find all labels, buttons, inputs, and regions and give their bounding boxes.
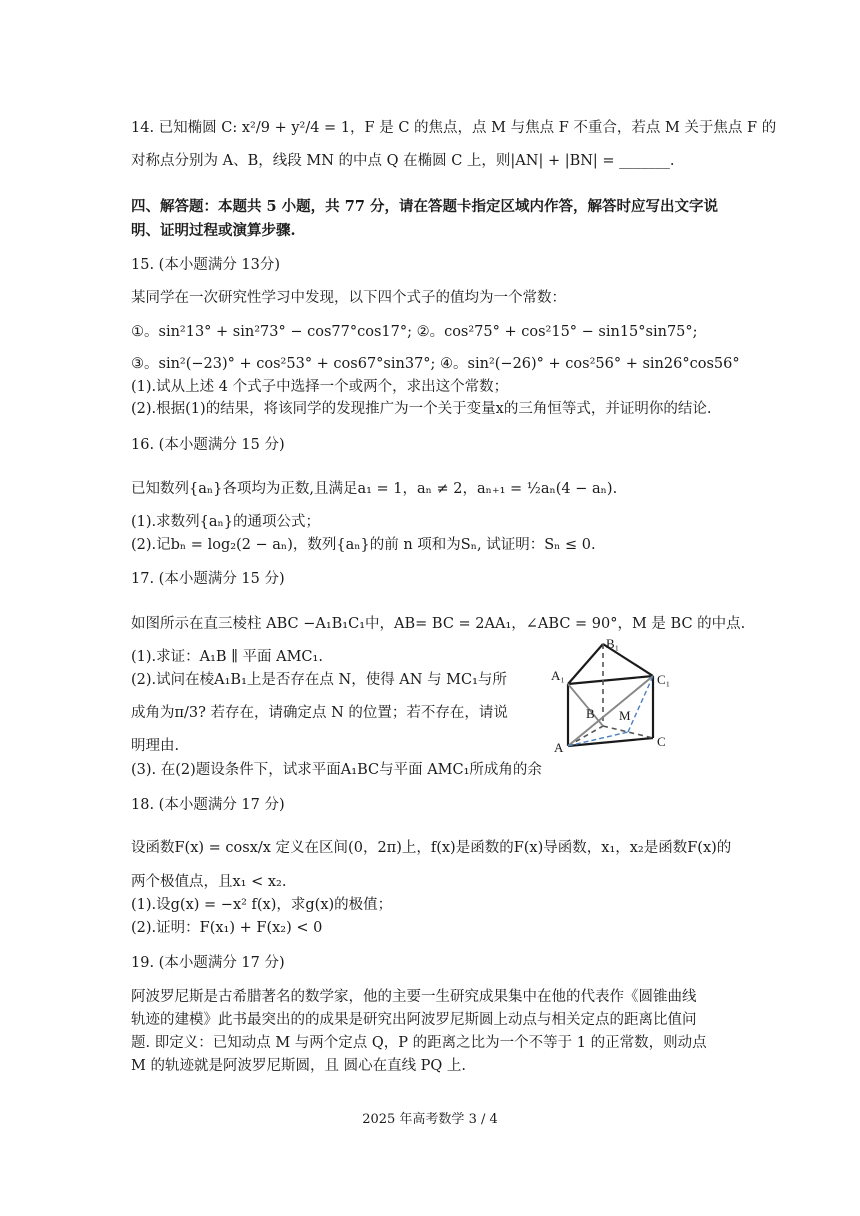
- q15-part2: (2).根据(1)的结果，将该同学的发现推广为一个关于变量x的三角恒等式，并证明你的结论.: [131, 401, 712, 417]
- q15-expr1: ①。sin²13° + sin²73° − cos77°cos17°; ②。cos²75° + cos²15° − sin15°sin75°;: [131, 324, 698, 340]
- q19-line3: 题. 即定义：已知动点 M 与两个定点 Q，P 的距离之比为一个不等于 1 的正常数，则动点: [131, 1035, 707, 1051]
- section4-heading-line1: 四、解答题：本题共 5 小题，共 77 分，请在答题卡指定区域内作答，解答时应写出文字说: [131, 198, 718, 215]
- label-a: A: [554, 740, 564, 755]
- q15-part1: (1).试从上述 4 个式子中选择一个或两个，求出这个常数；: [131, 379, 509, 395]
- q16-intro: 已知数列{aₙ}各项均为正数,且满足a₁ = 1，aₙ ≠ 2，aₙ₊₁ = ½aₙ(4 − aₙ).: [131, 481, 618, 497]
- q18-header: 18. (本小题满分 17 分): [131, 797, 285, 813]
- q15-intro: 某同学在一次研究性学习中发现，以下四个式子的值均为一个常数：: [131, 290, 566, 306]
- q16-header: 16. (本小题满分 15 分): [131, 437, 285, 453]
- prism-figure: [548, 636, 688, 756]
- q17-header: 17. (本小题满分 15 分): [131, 571, 285, 587]
- page-footer: 2025 年高考数学 3 / 4: [362, 1112, 498, 1127]
- q16-part1: (1).求数列{aₙ}的通项公式；: [131, 514, 321, 530]
- q18-part1: (1).设g(x) = −x² f(x)，求g(x)的极值；: [131, 897, 393, 913]
- label-m: M: [619, 708, 631, 723]
- q18-intro2: 两个极值点，且x₁ < x₂.: [131, 874, 287, 890]
- label-a1: A₁: [551, 668, 565, 683]
- label-c: C: [657, 734, 666, 749]
- q14-line1: 14. 已知椭圆 C: x²/9 + y²/4 = 1，F 是 C 的焦点，点 M 与焦点 F 不重合，若点 M 关于焦点 F 的: [131, 120, 777, 136]
- q17-part2-line2: 成角为π/3? 若存在，请确定点 N 的位置；若不存在，请说: [131, 705, 508, 721]
- q14-line2: 对称点分别为 A、B，线段 MN 的中点 Q 在椭圆 C 上，则|AN| + |BN| = _______.: [131, 153, 675, 169]
- q19-line1: 阿波罗尼斯是古希腊著名的数学家，他的主要一生研究成果集中在他的代表作《圆锥曲线: [131, 989, 697, 1005]
- q17-intro: 如图所示在直三棱柱 ABC −A₁B₁C₁中，AB= BC = 2AA₁，∠ABC = 90°，M 是 BC 的中点.: [131, 616, 746, 632]
- q19-line2: 轨迹的建模》此书最突出的的成果是研究出阿波罗尼斯圆上动点与相关定点的距离比值问: [131, 1012, 697, 1028]
- q16-part2: (2).记bₙ = log₂(2 − aₙ)，数列{aₙ}的前 n 项和为Sₙ, 试证明：Sₙ ≤ 0.: [131, 537, 596, 553]
- q17-part3: (3). 在(2)题设条件下，试求平面A₁BC与平面 AMC₁所成角的余: [131, 762, 542, 778]
- q17-part2-line3: 明理由.: [131, 738, 180, 754]
- q17-part2-line1: (2).试问在棱A₁B₁上是否存在点 N，使得 AN 与 MC₁与所: [131, 672, 507, 688]
- q18-intro: 设函数F(x) = cosx/x 定义在区间(0，2π)上，f(x)是函数的F(x)导函数，x₁，x₂是函数F(x)的: [131, 840, 732, 856]
- label-b1: B₁: [606, 636, 620, 651]
- q19-line4: M 的轨迹就是阿波罗尼斯圆，且 圆心在直线 PQ 上.: [131, 1058, 467, 1074]
- q18-part2: (2).证明：F(x₁) + F(x₂) < 0: [131, 920, 323, 936]
- q17-part1: (1).求证：A₁B ∥ 平面 AMC₁.: [131, 649, 323, 665]
- q19-header: 19. (本小题满分 17 分): [131, 955, 285, 971]
- q15-header: 15. (本小题满分 13分): [131, 257, 281, 273]
- section4-heading-line2: 明、证明过程或演算步骤.: [131, 222, 296, 239]
- label-c1: C₁: [657, 672, 671, 687]
- label-b: B: [586, 706, 595, 721]
- q15-expr2: ③。sin²(−23)° + cos²53° + cos67°sin37°; ④。sin²(−26)° + cos²56° + sin26°cos56°: [131, 356, 740, 372]
